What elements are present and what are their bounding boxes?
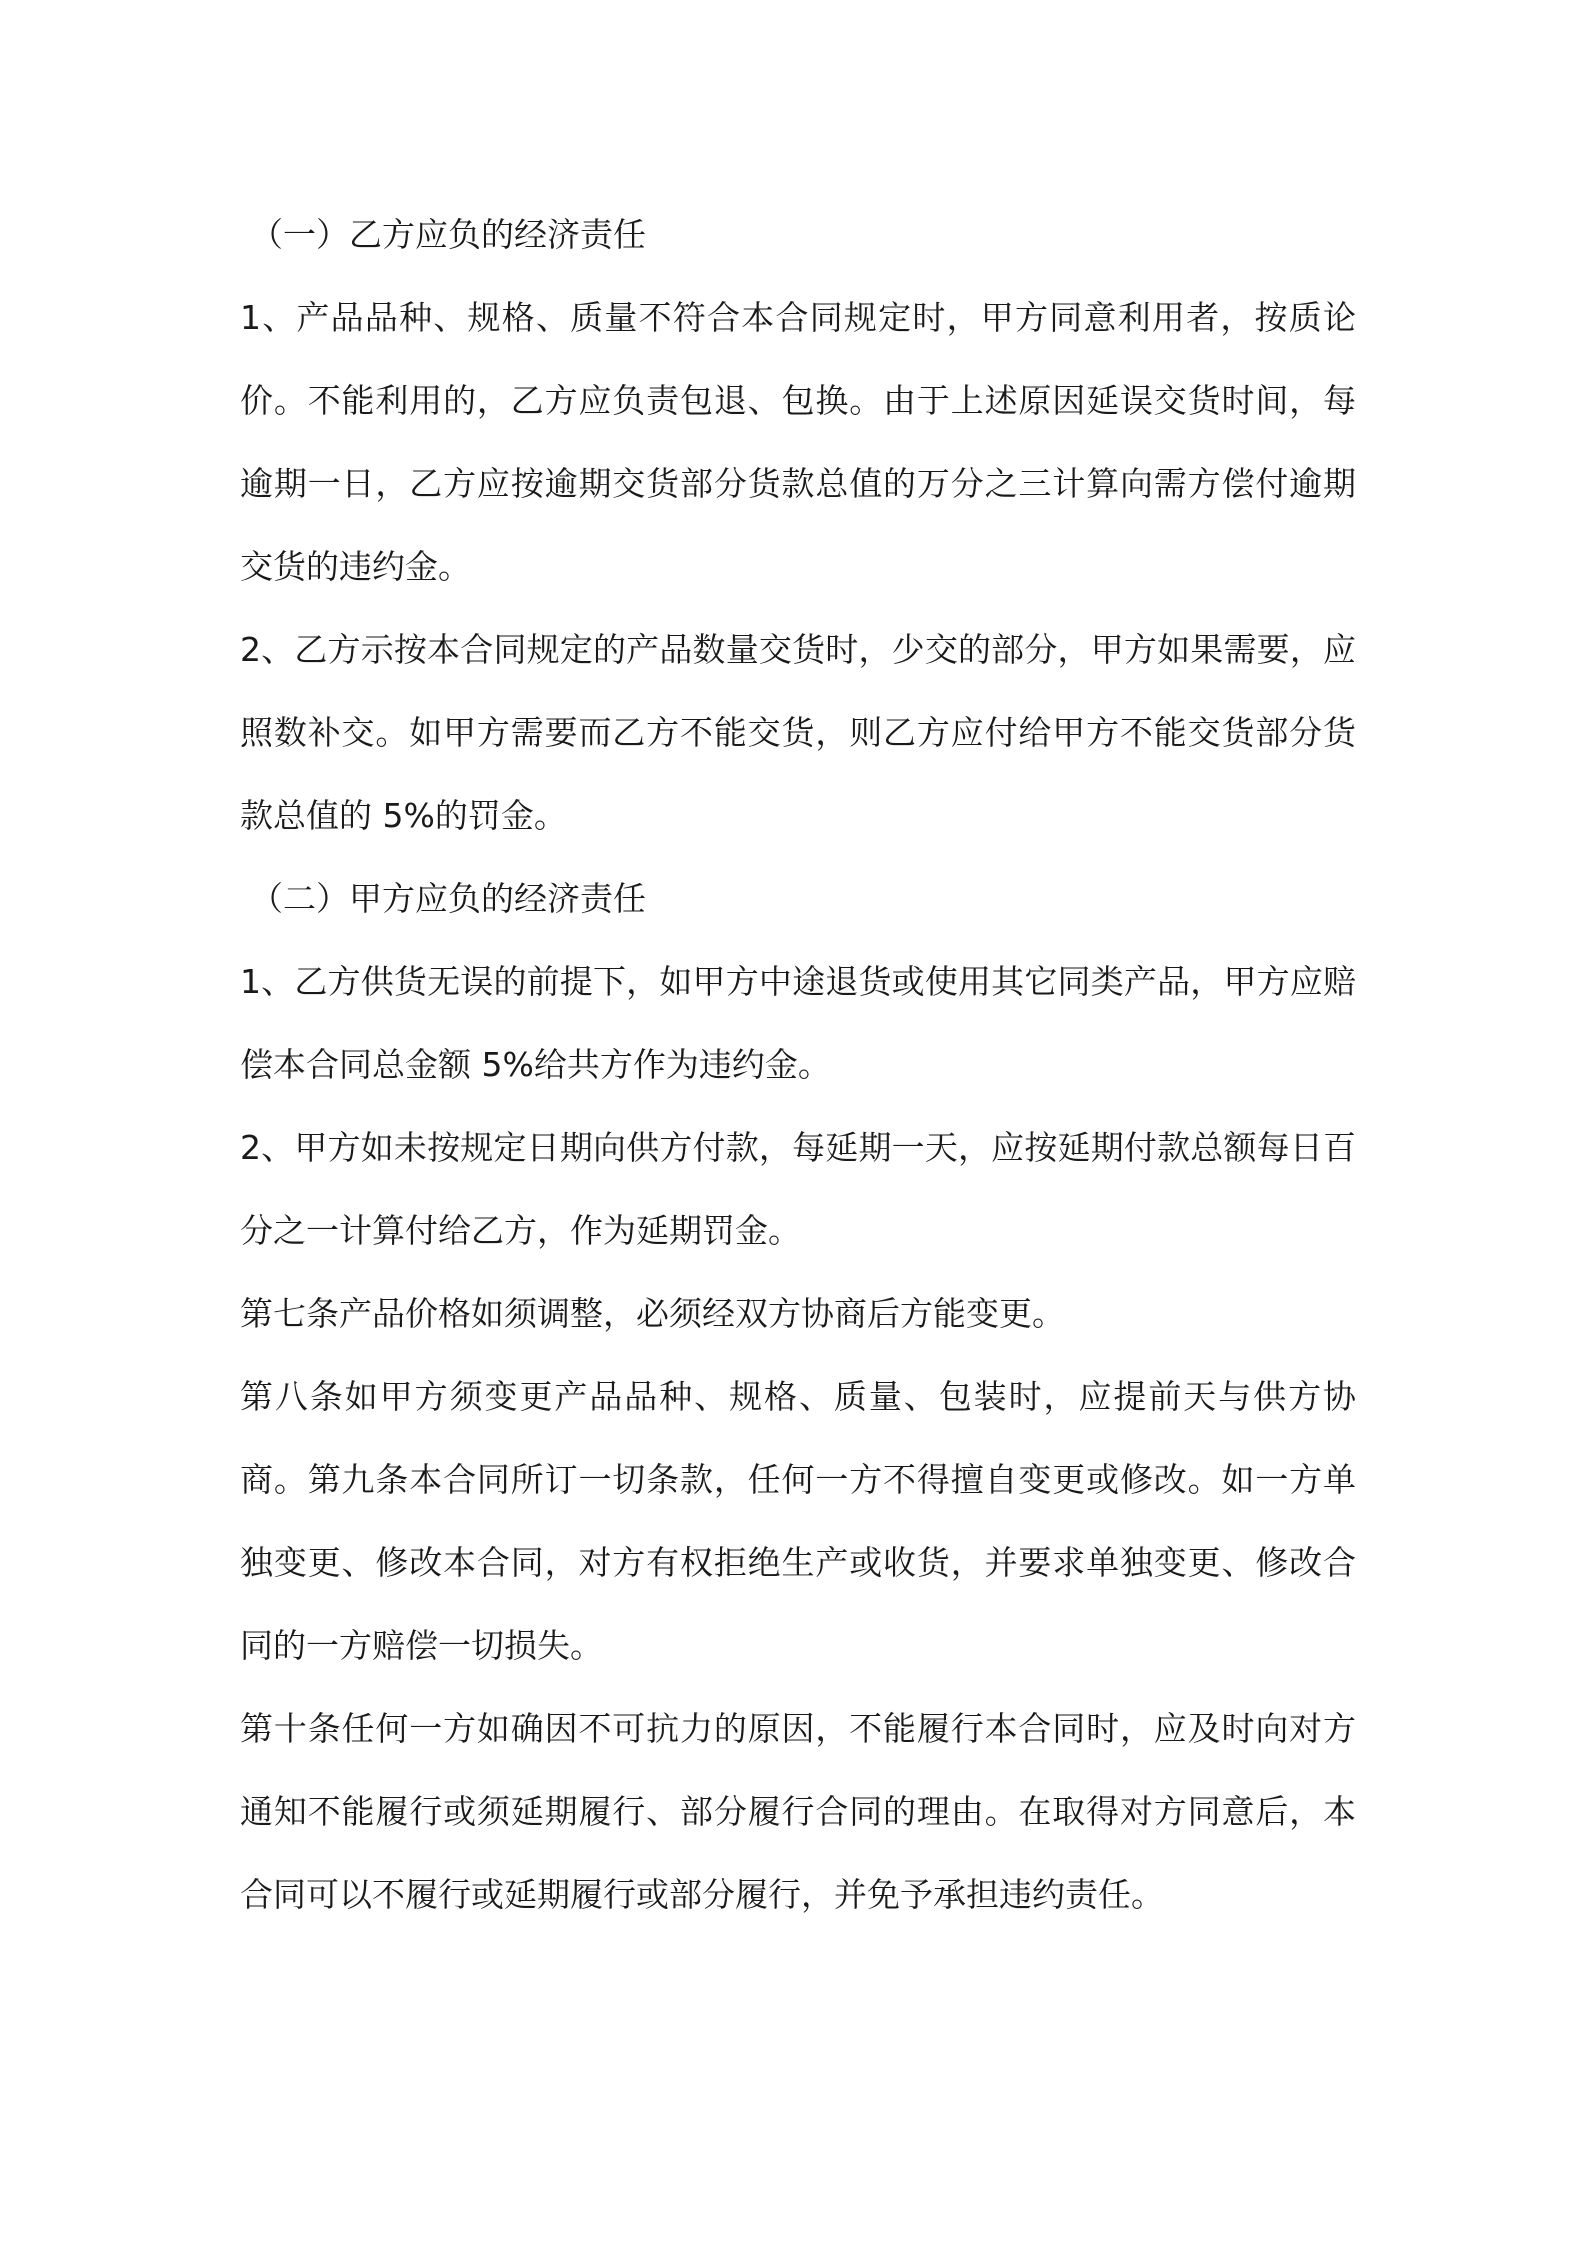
clause-party-a-2: 2、甲方如未按规定日期向供方付款，每延期一天，应按延期付款总额每日百分之一计算付给乙方，作为延期罚金。 xyxy=(240,1128,1356,1250)
clause-party-b-2: 2、乙方示按本合同规定的产品数量交货时，少交的部分，甲方如果需要，应照数补交。如甲方需要而乙方不能交货，则乙方应付给甲方不能交货部分货款总值的 5%的罚金。 xyxy=(240,630,1356,835)
document-body xyxy=(240,193,1356,1936)
clause-party-a-1: 1、乙方供货无误的前提下，如甲方中途退货或使用其它同类产品，甲方应赔偿本合同总金额 5%给共方作为违约金。 xyxy=(240,962,1356,1084)
clause-party-b-1: 1、产品品种、规格、质量不符合本合同规定时，甲方同意利用者，按质论价。不能利用的，乙方应负责包退、包换。由于上述原因延误交货时间，每逾期一日，乙方应按逾期交货部分货款总值的万分之三计算向需方偿付逾期交货的违约金。 xyxy=(240,298,1356,586)
article-8-9: 第八条如甲方须变更产品品种、规格、质量、包装时，应提前天与供方协商。第九条本合同所订一切条款，任何一方不得擅自变更或修改。如一方单独变更、修改本合同，对方有权拒绝生产或收货，并要求单独变更、修改合同的一方赔偿一切损失。 xyxy=(240,1377,1356,1665)
section-heading-party-b-liability: （一）乙方应负的经济责任 xyxy=(250,215,646,254)
article-7: 第七条产品价格如须调整，必须经双方协商后方能变更。 xyxy=(240,1294,1065,1333)
article-10: 第十条任何一方如确因不可抗力的原因，不能履行本合同时，应及时向对方通知不能履行或须延期履行、部分履行合同的理由。在取得对方同意后，本合同可以不履行或延期履行或部分履行，并免予承担违约责任。 xyxy=(240,1709,1356,1914)
section-heading-party-a-liability: （二）甲方应负的经济责任 xyxy=(250,879,646,918)
